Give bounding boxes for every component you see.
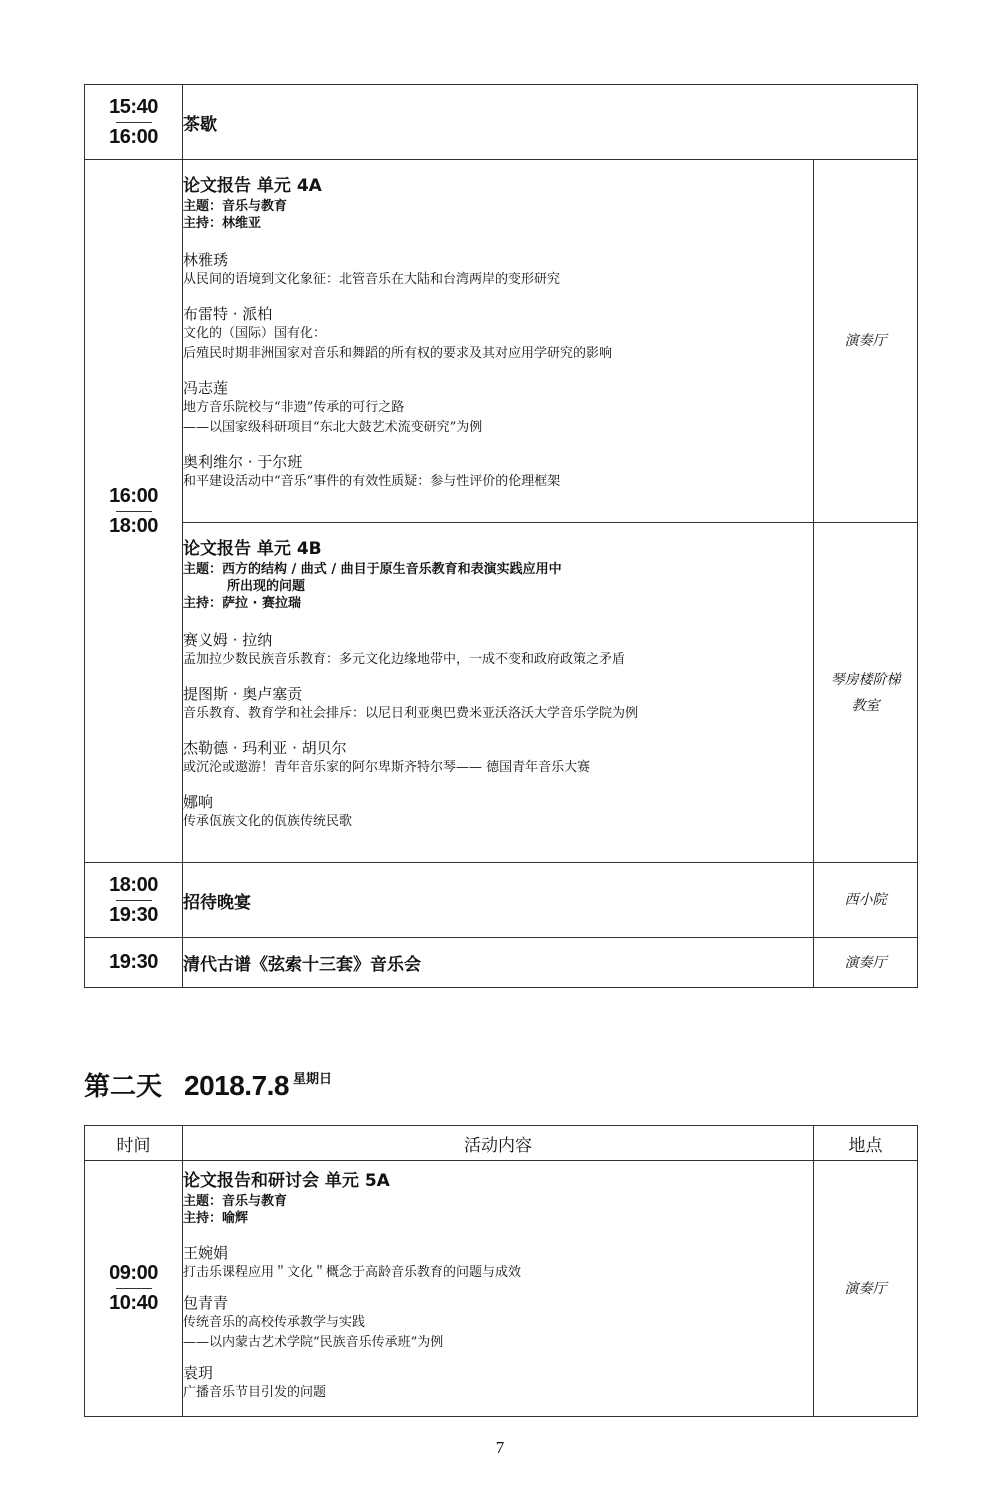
speaker-name: 娜响 (183, 793, 214, 811)
table-row-session-5a (85, 1161, 918, 1417)
time-start: 18:00 (109, 873, 158, 896)
activity-title: 茶歇 (183, 114, 217, 135)
time-cell (85, 85, 183, 160)
location-label-line1: 琴房楼阶梯 (830, 671, 901, 688)
table-row-session-4a (85, 160, 918, 523)
session-theme-line2: 所出现的问题 (227, 579, 306, 594)
location-cell (814, 523, 918, 863)
speaker-name: 赛义姆 · 拉纳 (183, 631, 273, 649)
speaker-name: 布雷特 · 派柏 (183, 305, 273, 323)
speaker-name: 杰勒德 · 玛利亚 · 胡贝尔 (183, 739, 347, 757)
location-label-line2: 教室 (851, 697, 880, 714)
paper-title: ——以国家级科研项目“东北大鼓艺术流变研究”为例 (183, 420, 483, 435)
session-host: 主持：林维亚 (183, 216, 262, 231)
paper-title: 文化的（国际）国有化： (183, 326, 327, 341)
session-title: 论文报告 单元 4A (183, 176, 322, 196)
schedule-table-day2 (84, 1125, 918, 1417)
paper-title: 音乐教育、教育学和社会排斥：以尼日利亚奥巴费米亚沃洛沃大学音乐学院为例 (183, 706, 639, 721)
speaker-name: 王婉娟 (183, 1244, 229, 1262)
session-host: 主持：萨拉 · 赛拉瑞 (183, 596, 301, 611)
day-weekday: 星期日 (293, 1072, 333, 1087)
page-number: 7 (495, 1438, 505, 1457)
list-item (183, 304, 813, 364)
activity-cell (183, 863, 814, 938)
time-end: 16:00 (109, 125, 158, 148)
location-label: 演奏厅 (844, 1280, 887, 1297)
column-header-activity: 活动内容 (183, 1126, 814, 1161)
location-label: 西小院 (844, 892, 887, 908)
list-item (183, 452, 813, 492)
activity-cell (183, 85, 918, 160)
location-cell (814, 160, 918, 523)
paper-title: 广播音乐节目引发的问题 (183, 1385, 327, 1400)
list-item (183, 738, 813, 778)
day-label: 第二天 (84, 1072, 163, 1102)
table-header-row (85, 1126, 918, 1161)
paper-title: 打击乐课程应用＂文化＂概念于高龄音乐教育的问题与成效 (183, 1265, 522, 1280)
table-row-tea-break (85, 85, 918, 160)
list-item (183, 1293, 813, 1353)
time-separator (116, 122, 152, 123)
day-date: 2018.7.8 (184, 1070, 290, 1101)
paper-title: 孟加拉少数民族音乐教育：多元文化边缘地带中，一成不变和政府政策之矛盾 (183, 652, 626, 667)
day-heading (84, 1066, 332, 1103)
speaker-name: 林雅琇 (183, 251, 229, 269)
activity-title: 清代古谱《弦索十三套》音乐会 (183, 955, 421, 975)
time-separator (116, 1288, 152, 1289)
list-item (183, 1243, 813, 1283)
speaker-name: 提图斯 · 奥卢塞贡 (183, 685, 303, 703)
time-cell (85, 160, 183, 863)
activity-title: 招待晚宴 (183, 892, 251, 913)
schedule-table-day1-continued (84, 84, 918, 988)
time-single: 19:30 (109, 951, 158, 973)
paper-title: 传统音乐的高校传承教学与实践 (183, 1315, 366, 1330)
session-title: 论文报告 单元 4B (183, 539, 322, 559)
location-label: 演奏厅 (844, 954, 887, 971)
column-header-time: 时间 (85, 1126, 183, 1161)
time-separator (116, 511, 152, 512)
speaker-name: 冯志莲 (183, 379, 229, 397)
list-item (183, 1363, 813, 1403)
table-row-session-4b (85, 523, 918, 863)
location-label: 演奏厅 (844, 333, 887, 349)
session-theme: 主题：音乐与教育 (183, 199, 288, 214)
time-end: 18:00 (109, 514, 158, 537)
time-start: 09:00 (109, 1262, 158, 1284)
time-cell (85, 863, 183, 938)
time-start: 16:00 (109, 484, 158, 507)
paper-title: 或沉沦或遨游！青年音乐家的阿尔卑斯齐特尔琴—— 德国青年音乐大赛 (183, 760, 591, 775)
location-cell (814, 863, 918, 938)
time-cell (85, 938, 183, 988)
session-theme (183, 561, 813, 595)
session-4a-cell (183, 160, 814, 523)
location-cell (814, 1161, 918, 1417)
column-header-location: 地点 (814, 1126, 918, 1161)
session-theme: 主题：音乐与教育 (183, 1194, 288, 1209)
list-item (183, 250, 813, 290)
list-item (183, 378, 813, 438)
list-item (183, 630, 813, 670)
speaker-name: 包青青 (183, 1294, 229, 1312)
paper-title: 地方音乐院校与“非遗”传承的可行之路 (183, 400, 405, 415)
session-4b-cell (183, 523, 814, 863)
time-start: 15:40 (109, 95, 158, 118)
speaker-name: 袁玥 (183, 1364, 214, 1382)
paper-title: 后殖民时期非洲国家对音乐和舞蹈的所有权的要求及其对应用学研究的影响 (183, 346, 613, 361)
paper-title: 和平建设活动中“音乐”事件的有效性质疑：参与性评价的伦理框架 (183, 474, 561, 489)
list-item (183, 684, 813, 724)
session-5a-cell (183, 1161, 814, 1417)
paper-title: 从民间的语境到文化象征：北管音乐在大陆和台湾两岸的变形研究 (183, 272, 561, 287)
time-end: 10:40 (109, 1292, 158, 1314)
activity-cell (183, 938, 814, 988)
session-theme-line1: 主题：西方的结构 / 曲式 / 曲目于原生音乐教育和表演实践应用中 (183, 562, 562, 577)
location-cell (814, 938, 918, 988)
table-row-concert (85, 938, 918, 988)
list-item (183, 792, 813, 832)
time-separator (116, 900, 152, 901)
session-host: 主持：喻辉 (183, 1211, 249, 1226)
time-end: 19:30 (109, 903, 158, 926)
paper-title: ——以内蒙古艺术学院“民族音乐传承班”为例 (183, 1335, 444, 1350)
session-title: 论文报告和研讨会 单元 5A (183, 1171, 390, 1191)
speaker-name: 奥利维尔 · 于尔班 (183, 453, 303, 471)
time-cell (85, 1161, 183, 1417)
table-row-reception (85, 863, 918, 938)
paper-title: 传承佤族文化的佤族传统民歌 (183, 814, 353, 829)
